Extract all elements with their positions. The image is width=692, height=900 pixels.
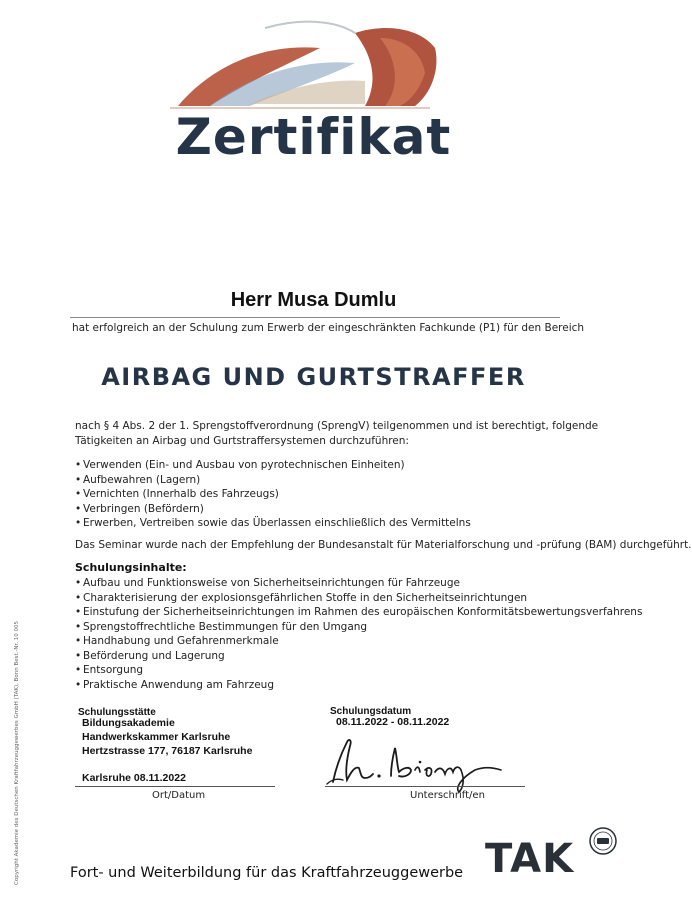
list-item: • Verbringen (Befördern) bbox=[75, 502, 471, 517]
place-date-line bbox=[75, 786, 275, 787]
certificate-title: Zertifikat bbox=[175, 108, 452, 166]
list-item: • Verwenden (Ein- und Ausbau von pyrotechnischen Einheiten) bbox=[75, 458, 471, 473]
activities-list bbox=[75, 458, 471, 531]
list-item: • Vernichten (Innerhalb des Fahrzeugs) bbox=[75, 487, 471, 502]
list-item: • Sprengstoffrechtliche Bestimmungen für den Umgang bbox=[75, 620, 642, 635]
signature-line bbox=[325, 786, 525, 787]
footer-text: Fort- und Weiterbildung für das Kraftfahrzeuggewerbe bbox=[70, 865, 464, 881]
recipient-name: Herr Musa Dumlu bbox=[230, 289, 397, 311]
place-date-caption: Ort/Datum bbox=[152, 790, 206, 801]
venue-label: Schulungsstätte bbox=[78, 707, 156, 718]
logo-artwork bbox=[150, 8, 450, 113]
intro-text: hat erfolgreich an der Schulung zum Erwerb der eingeschränkten Fachkunde (P1) für den Bereich bbox=[72, 322, 585, 334]
signature-caption: Unterschrift/en bbox=[410, 790, 485, 801]
contents-heading: Schulungsinhalte: bbox=[75, 561, 187, 574]
legal-text bbox=[75, 419, 598, 449]
list-item: • Aufbewahren (Lagern) bbox=[75, 473, 471, 488]
list-item: • Praktische Anwendung am Fahrzeug bbox=[75, 678, 642, 693]
date-value: 08.11.2022 - 08.11.2022 bbox=[336, 716, 450, 728]
list-item: • Aufbau und Funktionsweise von Sicherheitseinrichtungen für Fahrzeuge bbox=[75, 576, 642, 591]
list-item: • Beförderung und Lagerung bbox=[75, 649, 642, 664]
seminar-note: Das Seminar wurde nach der Empfehlung der Bundesanstalt für Materialforschung und -prüfung (BAM) durchgeführt. bbox=[75, 539, 692, 551]
legal-text-line: Tätigkeiten an Airbag und Gurtstraffersystemen durchzuführen: bbox=[75, 435, 409, 447]
copyright-text: Copyright Akademie des Deutschen Kraftfahrzeuggewerbes GmbH (TAK), Bonn Best.-Nr. 10 005 bbox=[14, 621, 20, 885]
venue-line: Hertzstrasse 177, 76187 Karlsruhe bbox=[82, 745, 253, 757]
venue-address bbox=[82, 716, 252, 758]
list-item: • Entsorgung bbox=[75, 663, 642, 678]
course-title: AIRBAG UND GURTSTRAFFER bbox=[101, 363, 526, 391]
list-item: • Erwerben, Vertreiben sowie das Überlassen einschließlich des Vermittelns bbox=[75, 516, 471, 531]
place-date-value: Karlsruhe 08.11.2022 bbox=[82, 772, 186, 784]
seal-icon bbox=[588, 826, 618, 856]
venue-line: Bildungsakademie bbox=[82, 717, 175, 729]
list-item: • Charakterisierung der explosionsgefährlichen Stoffe in den Sicherheitseinrichtungen bbox=[75, 591, 642, 606]
legal-text-line: nach § 4 Abs. 2 der 1. Sprengstoffverordnung (SprengV) teilgenommen und ist berechtigt, folgende bbox=[75, 420, 599, 432]
list-item: • Handhabung und Gefahrenmerkmale bbox=[75, 634, 642, 649]
brand-logo: TAK bbox=[485, 836, 575, 882]
name-divider bbox=[70, 317, 560, 318]
contents-list bbox=[75, 576, 642, 692]
date-label: Schulungsdatum bbox=[330, 706, 412, 717]
list-item: • Einstufung der Sicherheitseinrichtungen im Rahmen des europäischen Konformitätsbewertungsverfahrens bbox=[75, 605, 642, 620]
venue-line: Handwerkskammer Karlsruhe bbox=[82, 731, 231, 743]
signature-image bbox=[325, 732, 505, 794]
